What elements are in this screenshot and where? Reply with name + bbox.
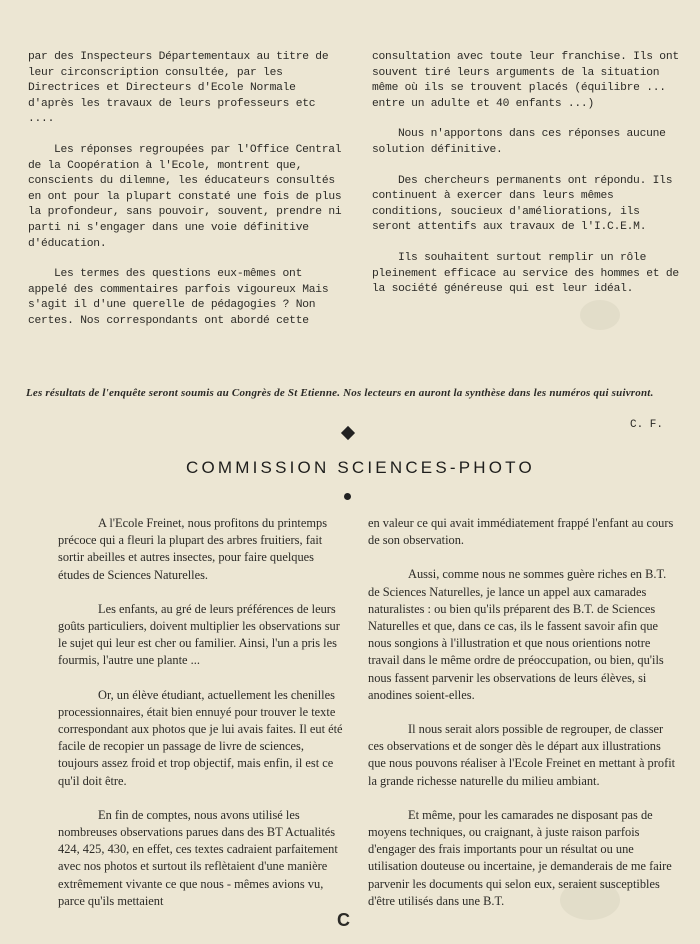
paragraph: Et même, pour les camarades ne disposant pas de moyens techniques, ou craignant, à juste raison parfois d'engager des frais importants pour un résultat ou une utilisation douteuse ou incertaine, je demanderais de me faire parvenir les documents qui selon eux, seraient susceptibles d'être utilisés dans une B.T. (368, 807, 672, 908)
page-number: C (337, 910, 350, 930)
paragraph: Les termes des questions eux-mêmes ont appelé des commentaires parfois vigoureux Mais s'agit il d'une querelle de pédagogies ? Non certes. Nos correspondants ont abordé cette (28, 268, 329, 327)
paragraph: Aussi, comme nous ne sommes guère riches en B.T. de Sciences Naturelles, je lance un appel aux camarades naturalistes : ou bien qu'ils préparent des B.T. de Sciences Naturelles et que, dans ce cas, ils le fassent savoir afin que nous songions à l'illustration et que nous orientions notre travail dans le même ordre de préoccupation, ou bien, qu'ils nous fassent parvenir les observations de leurs élèves, si anodines soient-elles. (368, 567, 667, 702)
paragraph: Les réponses regroupées par l'Office Central de la Coopération à l'Ecole, montrent que, conscients du dilemne, les éducateurs consultés en ont pour la plupart constaté une fois de plus la profondeur, sans pouvoir, souvent, prendre ni parti ni s'engager dans une voie définitive d'éducation. (28, 143, 342, 250)
section-title: COMMISSION SCIENCES-PHOTO (186, 458, 535, 477)
signature: C. F. (630, 419, 664, 431)
paragraph: En fin de comptes, nous avons utilisé les nombreuses observations parues dans des BT Actualités 424, 425, 430, en effet, ces textes cadraient parfaitement avec nos photos et surtout ils reflètaient d'une manière extrêmement vivante ce que nous - mêmes avions vu, parce qu'ils mettaient (58, 807, 338, 908)
paragraph: A l'Ecole Freinet, nous profitons du printemps précoce qui a fleuri la plupart des arbres fruitiers, fait sortir abeilles et autres insectes, pour faire quelques études de Sciences Naturelles. (58, 516, 328, 582)
bottom-right-column (368, 515, 680, 927)
top-left-column (28, 50, 346, 345)
bottom-left-column (58, 515, 346, 927)
paragraph: en valeur ce qui avait immédiatement frappé l'enfant au cours de son observation. (368, 516, 674, 548)
bullet-ornament-icon (344, 493, 351, 500)
paragraph: consultation avec toute leur franchise. Ils ont souvent tiré leurs arguments de la situation même où ils se trouvent placés (équilibre ... entre un adulte et 40 enfants ...) (372, 51, 679, 110)
paragraph: Les enfants, au gré de leurs préférences de leurs goûts particuliers, doivent multiplier les observations sur le sujet qui leur est cher ou familier. Ainsi, l'un a pris les fourmis, l'autre une plante ... (58, 601, 340, 668)
results-note-text: Les résultats de l'enquête seront soumis au Congrès de St Etienne. Nos lecteurs en auront la synthèse dans les numéros qui suivront. (26, 387, 654, 399)
paragraph: par des Inspecteurs Départementaux au titre de leur circonscription consultée, par les Directrices et Directeurs d'Ecole Normale d'après les travaux de leurs professeurs etc .... (28, 51, 329, 126)
diamond-ornament-icon (341, 426, 355, 440)
top-right-column (372, 50, 682, 313)
paragraph: Nous n'apportons dans ces réponses aucune solution définitive. (372, 128, 666, 156)
paragraph: Il nous serait alors possible de regrouper, de classer ces observations et de songer dès le départ aux illustrations que nous pouvons réaliser à l'Ecole Freinet en mettant à profit la grande richesse naturelle du milieu ambiant. (368, 722, 676, 788)
paragraph: Ils souhaitent surtout remplir un rôle pleinement efficace au service des hommes et de la société généreuse qui est leur idéal. (372, 251, 679, 296)
paragraph: Or, un élève étudiant, actuellement les chenilles processionnaires, était bien ennuyé pour trouver le texte correspondant aux photos que je lui avais faites. Il eut été facile de recopier un passage de livre de sciences, toujours assez froid et trop objectif, mais enfin, il est ce qu'il doit être. (58, 687, 343, 788)
results-note (26, 384, 686, 403)
paragraph: Des chercheurs permanents ont répondu. Ils continuent à exercer dans leurs mêmes conditions, soucieux d'améliorations, ils seront attentifs aux travaux de l'I.C.E.M. (372, 174, 673, 234)
